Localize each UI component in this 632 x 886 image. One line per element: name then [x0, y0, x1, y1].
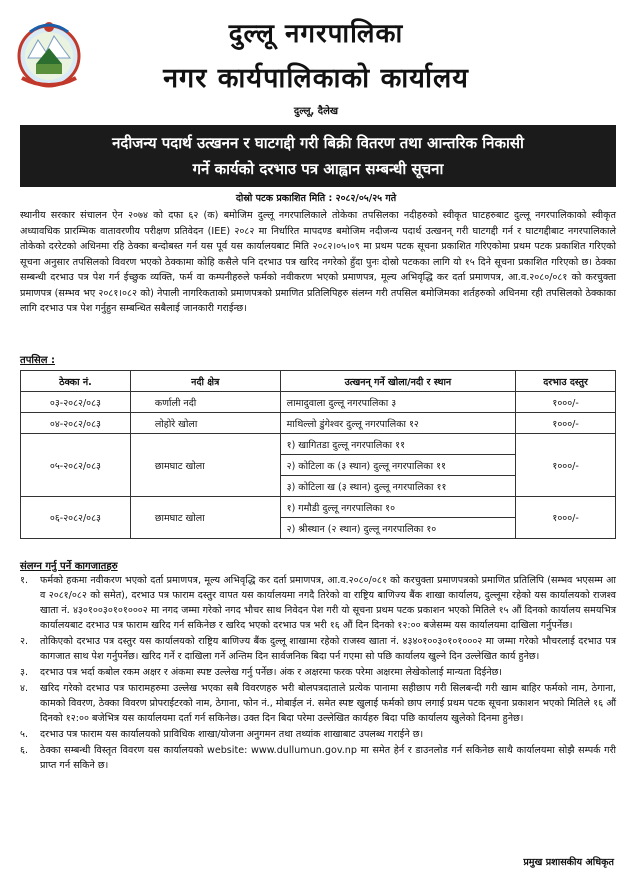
list-item-text: तोकिएको दरभाउ पत्र दस्तुर यस कार्यालयको राष्ट्रिय बाणिज्य बैंक दुल्लू शाखामा रहेको राजस्व खाता नं. ४३४०१००३०१०१०००२ मा जम्मा गरेको भौचरलाई दरभाउ पत्र कागजात साथ पेश गर्नुपर्नेछ। खरिद गर्ने र दाखिला गर्ने अन्तिम दिन सार्वजनिक बिदा पर्न गएमा सो पछि कार्यालय खुल्ने दिन उल्लेखित कार्य हुनेछ।	[40, 636, 616, 662]
extraction-place: १) खागितडा दुल्लू नगरपालिका ११	[280, 434, 516, 455]
table-header-row	[21, 371, 616, 392]
contract-no: ०४-२०८२/०८३	[21, 413, 131, 434]
list-item-text: दरभाउ पत्र फाराम यस कार्यालयको प्राविधिक शाखा/योजना अनुगमन तथा तथ्यांक शाखाबाट उपलब्ध गराईने छ।	[40, 729, 424, 740]
river-area: लोहोरे खोला	[130, 413, 280, 434]
list-item-number: १.	[20, 575, 29, 586]
header-extraction-place: उत्खनन् गर्ने खोला/नदी र स्थान	[280, 371, 516, 392]
notice-title-banner	[20, 125, 616, 187]
intro-paragraph: स्थानीय सरकार संचालन ऐन २०७४ को दफा ६२ (क) बमोजिम दुल्लू नगरपालिकाले तोकेका तपसिलका नदीहरुको स्वीकृत घाटहरुबाट दुल्लू नगरपालिकाको स्वीकृत अध्यावधिक प्रारम्भिक वातावरणीय परीक्षण प्रतिवेदन (IEE) २०८२ मा निर्धारित मापदण्ड बमोजिम नदीजन्य पदार्थ उत्खनन् गरी घाटगद्दी गर्न र घाटगद्दीबाट नगरपालिकाले तोकेको दररेटको अधिनमा रहि ठेक्का बन्दोबस्त गर्न यस पूर्व यस कार्यालयबाट मिति २०८२।०५।०९ मा प्रथम पटक सूचना प्रकाशित गरिएकोमा प्रथम पटक प्रकाशित गरिएको सूचना अनुसार तपसिलको विवरण भएको ठेक्कामा कोहि कसैले पनि दरभाउ पत्र खरिद नगरेको हुँदा पुनः दोस्रो पटकका लागि यो १५ दिने सूचना प्रकाशित गरिएको छ। ठेक्का सम्बन्धी दरभाउ पत्र पेश गर्न ईच्छुक व्यक्ति, फर्म वा कम्पनीहरुले फर्मको नवीकरण भएको प्रमाणपत्र, मूल्य अभिवृद्धि कर दर्ता प्रमाणपत्र, आ.व.२०८०/०८१ को करचुक्ता प्रमाणपत्र (सम्भव भए २०८१।०८२ को) नेपाली नागरिकताको प्रमाणपत्रको प्रमाणित प्रतिलिपिहरु संलग्न गरी तपसिल बमोजिमका शर्तहरुको अधिनमा रही तपसिलको ठेक्काका लागि दरभाउ पत्र पेश गर्नुहुन सम्बन्धित सबैलाई जानकारी गराईन्छ।	[20, 210, 616, 314]
list-item-number: ६.	[20, 745, 29, 756]
list-item-text: ठेक्का सम्बन्धी विस्तृत विवरण यस कार्यालयको website: www.dullumun.gov.np मा समेत हेर्न र डाउनलोड गर्न सकिनेछ साथै कार्यालयमा सोझै सम्पर्क गरी प्राप्त गर्न सकिने छ।	[40, 745, 616, 771]
table-row	[21, 413, 616, 434]
extraction-place: २) श्रीस्थान (२ स्थान) दुल्लू नगरपालिका १०	[280, 518, 516, 539]
list-item	[20, 727, 616, 742]
documents-heading: संलग्न गर्नु पर्ने कागजातहरु	[20, 561, 118, 572]
list-item-text: दरभाउ पत्र भर्दा कबोल रकम अक्षर र अंकमा स्पष्ट उल्लेख गर्नु पर्नेछ। अंक र अक्षरमा फरक परेमा अक्षरमा लेखेकोलाई मान्यता दिईनेछ।	[40, 667, 503, 678]
header-river-area: नदी क्षेत्र	[130, 371, 280, 392]
list-item-text: खरिद गरेको दरभाउ पत्र फारामहरुमा उल्लेख भएका सबै विवरणहरु भरी बोलपत्रदाताले प्रत्येक पानामा सहीछाप गरी सिलबन्दी गरी खाम बाहिर फर्मको नाम, ठेगाना, कामको विवरण, ठेक्का विवरण प्रोपराईटरको नाम, ठेगाना, फोन नं., मोबाईल नं. समेत स्पष्ट खुलाई फर्मको छाप लगाई प्रथम पटक सूचना प्रकाशन भएको मितिले १६ औं दिनको १२:०० बजेभित्र यस कार्यालयमा दर्ता गर्न सकिनेछ। उक्त दिन बिदा परेमा उल्लेखित कार्यहरु बिदा पछि कार्यालय खुलेको दिनमा हुनेछ।	[40, 683, 616, 724]
table-row	[21, 434, 616, 455]
river-area: कर्णाली नदी	[130, 392, 280, 413]
contract-table	[20, 370, 616, 539]
contract-no: ०५-२०८२/०८३	[21, 434, 131, 497]
fee: १०००/-	[516, 497, 616, 539]
notice-title-line-1: नदीजन्य पदार्थ उत्खनन र घाटगद्दी गरी बिक्री वितरण तथा आन्तरिक निकासी	[112, 134, 524, 152]
published-date: दोस्रो पटक प्रकाशित मिति : २०८२/०५/२५ गते	[235, 193, 397, 204]
list-item-number: ३.	[20, 667, 29, 678]
office-location: दुल्लू, दैलेख	[293, 106, 339, 117]
list-item-text: फर्मको हकमा नवीकरण भएको दर्ता प्रमाणपत्र, मूल्य अभिवृद्धि कर दर्ता प्रमाणपत्र, आ.व.२०८०/०८१ को करचुक्ता प्रमाणपत्रको प्रमाणित प्रतिलिपि (सम्भव भएसम्म आ व २०८१/०८२ को समेत), दरभाउ पत्र फाराम दस्तुर वापत यस कार्यालयमा नगदै तिरेको वा राष्ट्रिय बाणिज्य बैंक शाखा कार्यालय, दुल्लूमा रहेको यस कार्यालयको राजश्व खाता नं. ४३०१००३०१०१०००२ मा नगद जम्मा गरेको नगद भौचर साथ निवेदन पेश गरी यो सूचना प्रथम पटक प्रकाशन भएको मितिले १५ औं दिनको कार्यालय समयभित्र कार्यालयबाट दरभाउ पत्र फाराम खरिद गर्न सकिनेछ र खरिद भएको दरभाउ पत्र भरी १६ औं दिन दिनको १२:०० बजेसम्म यस कार्यालयमा दाखिला गर्नुपर्नेछ।	[40, 575, 616, 631]
office-name: नगर कार्यपालिकाको कार्यालय	[163, 63, 469, 94]
signatory-title: प्रमुख प्रशासकीय अधिकृत	[523, 857, 614, 868]
fee: १०००/-	[516, 392, 616, 413]
extraction-place: १) गमौडी दुल्लू नगरपालिका १०	[280, 497, 516, 518]
notice-title-line-2: गर्ने कार्यको दरभाउ पत्र आह्वान सम्बन्धी सूचना	[192, 160, 444, 178]
extraction-place: २) कोटिला क (३ स्थान) दुल्लू नगरपालिका ११	[280, 455, 516, 476]
list-item	[20, 634, 616, 664]
municipality-name: दुल्लू नगरपालिका	[228, 19, 404, 49]
extraction-place: माथिल्लो डुंगेश्वर दुल्लू नगरपालिका १२	[280, 413, 516, 434]
list-item-number: ४.	[20, 683, 29, 694]
extraction-place: ३) कोटिला ख (३ स्थान) दुल्लू नगरपालिका ११	[280, 476, 516, 497]
list-item	[20, 681, 616, 726]
list-item	[20, 665, 616, 680]
fee: १०००/-	[516, 413, 616, 434]
river-area: छामघाट खोला	[130, 434, 280, 497]
table-row	[21, 497, 616, 518]
list-item	[20, 743, 616, 773]
header-fee: दरभाउ दस्तुर	[516, 371, 616, 392]
schedule-label: तपसिल :	[20, 355, 55, 366]
list-item-number: ५.	[20, 729, 29, 740]
river-area: छामघाट खोला	[130, 497, 280, 539]
extraction-place: लामादुवाला दुल्लू नगरपालिका ३	[280, 392, 516, 413]
table-row	[21, 392, 616, 413]
list-item	[20, 573, 616, 633]
documents-list	[20, 573, 616, 774]
list-item-number: २.	[20, 636, 29, 647]
fee: १०००/-	[516, 434, 616, 497]
contract-no: ०६-२०८२/०८३	[21, 497, 131, 539]
header-contract-no: ठेक्का नं.	[21, 371, 131, 392]
contract-no: ०३-२०८२/०८३	[21, 392, 131, 413]
